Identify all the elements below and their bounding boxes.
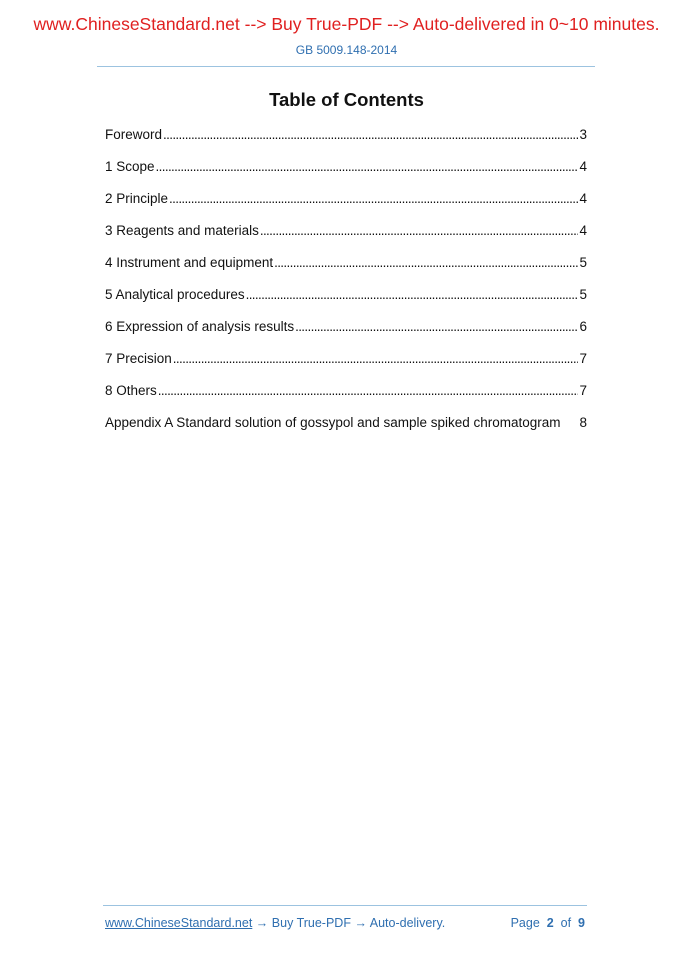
page-current: 2 (546, 916, 554, 930)
footer-site-link[interactable]: www.ChineseStandard.net (105, 916, 253, 930)
header-divider (97, 66, 595, 67)
dot-leader (173, 351, 579, 366)
toc-entry-precision[interactable] (105, 351, 587, 383)
dot-leader (246, 287, 579, 302)
toc-entry-page: 4 (579, 159, 587, 174)
toc-entry-appendix-a[interactable] (105, 415, 587, 447)
dot-leader (295, 319, 578, 334)
dot-leader (274, 255, 578, 270)
toc-entry-instrument[interactable] (105, 255, 587, 287)
footer-divider (103, 905, 587, 906)
toc-entry-results[interactable] (105, 319, 587, 351)
footer-delivery-text: Auto-delivery. (369, 916, 446, 930)
arrow-right-icon: → (354, 916, 367, 930)
table-of-contents (105, 127, 587, 447)
toc-entry-label: 8 Others (105, 383, 157, 398)
toc-entry-page: 7 (579, 383, 587, 398)
dot-leader (260, 223, 579, 238)
toc-entry-scope[interactable] (105, 159, 587, 191)
page-total: 9 (578, 916, 585, 930)
toc-entry-page: 5 (579, 287, 587, 302)
toc-entry-label: 2 Principle (105, 191, 169, 206)
toc-entry-principle[interactable] (105, 191, 587, 223)
header-banner: www.ChineseStandard.net --> Buy True-PDF --> Auto-delivered in 0~10 minutes. (33, 14, 660, 34)
toc-entry-procedures[interactable] (105, 287, 587, 319)
arrow-right-icon: → (255, 916, 269, 930)
page-indicator (511, 916, 585, 930)
dot-leader (156, 159, 579, 174)
toc-entry-page: 5 (579, 255, 587, 270)
toc-entry-page: 3 (579, 127, 587, 142)
toc-entry-page: 7 (579, 351, 587, 366)
standard-code: GB 5009.148-2014 (295, 43, 398, 57)
toc-entry-label: Foreword (105, 127, 163, 142)
footer-left (105, 916, 445, 930)
toc-entry-page: 4 (579, 191, 587, 206)
toc-entry-label: 3 Reagents and materials (105, 223, 259, 238)
page-of: of (560, 916, 572, 930)
toc-title: Table of Contents (269, 89, 424, 110)
toc-entry-label: Appendix A Standard solution of gossypol and sample spiked chromatogram (105, 415, 561, 430)
toc-entry-label: 7 Precision (105, 351, 172, 366)
toc-entry-others[interactable] (105, 383, 587, 415)
toc-entry-page: 6 (579, 319, 587, 334)
toc-entry-label: 4 Instrument and equipment (105, 255, 274, 270)
toc-entry-label: 1 Scope (105, 159, 155, 174)
dot-leader (169, 191, 578, 206)
page-label: Page (510, 916, 540, 930)
toc-entry-label: 6 Expression of analysis results (105, 319, 295, 334)
dot-leader (158, 383, 579, 398)
toc-entry-page: 8 (579, 415, 587, 430)
dot-leader (163, 127, 578, 142)
toc-entry-label: 5 Analytical procedures (105, 287, 245, 302)
footer (105, 916, 585, 930)
toc-entry-foreword[interactable] (105, 127, 587, 159)
footer-buy-text: Buy True-PDF (271, 916, 351, 930)
toc-entry-reagents[interactable] (105, 223, 587, 255)
toc-entry-page: 4 (579, 223, 587, 238)
